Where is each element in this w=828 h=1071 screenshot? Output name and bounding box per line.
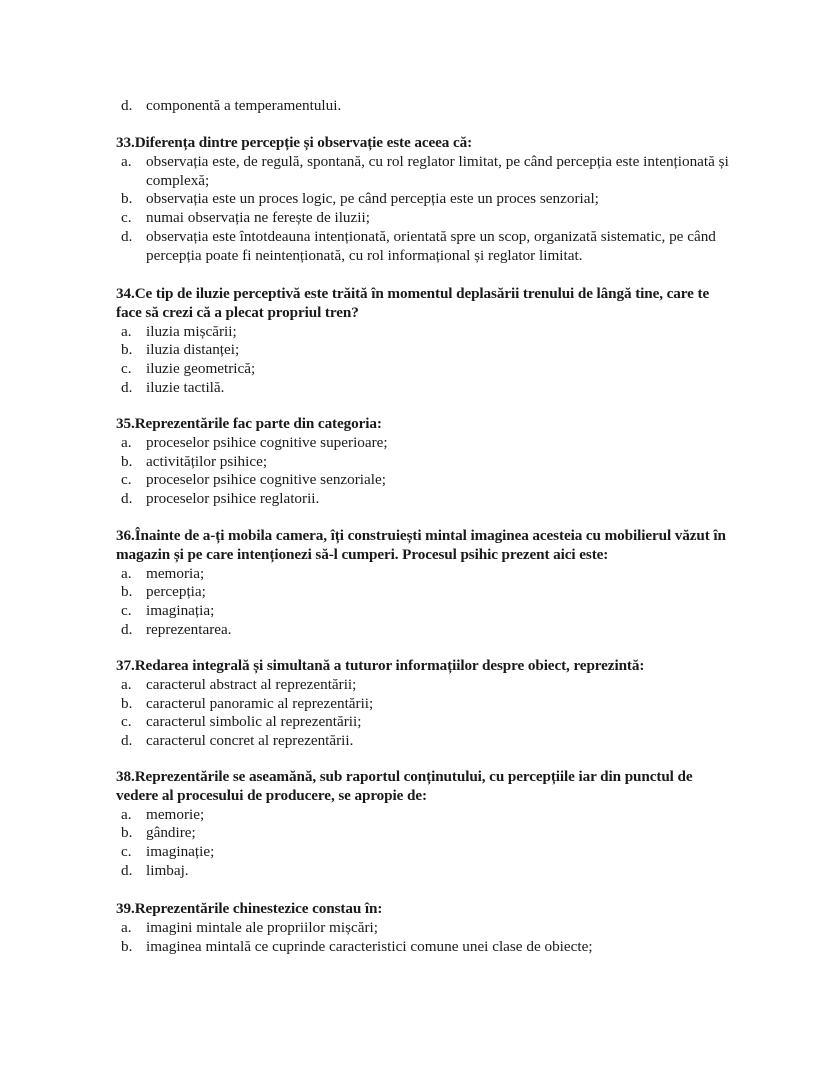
option-text: proceselor psihice cognitive senzoriale; bbox=[146, 471, 386, 489]
question-35 bbox=[116, 415, 736, 509]
option-b bbox=[116, 190, 736, 209]
question-title bbox=[116, 768, 736, 806]
question-number: 36. bbox=[116, 527, 135, 544]
question-33 bbox=[116, 134, 736, 266]
question-title bbox=[116, 900, 736, 919]
option-letter: d. bbox=[121, 378, 133, 396]
option-c bbox=[116, 843, 736, 862]
option-c bbox=[116, 209, 736, 228]
option-b bbox=[116, 453, 736, 472]
option-letter: c. bbox=[121, 713, 132, 731]
option-list bbox=[116, 676, 736, 751]
option-text: percepția; bbox=[146, 583, 206, 601]
option-letter: a. bbox=[121, 322, 132, 340]
question-text: Redarea integrală și simultană a tuturor informațiilor despre obiect, reprezintă: bbox=[134, 657, 645, 674]
option-letter: d. bbox=[121, 490, 133, 508]
option-a bbox=[116, 806, 736, 825]
question-title bbox=[116, 415, 736, 434]
option-a bbox=[116, 323, 736, 342]
option-letter: b. bbox=[121, 824, 133, 842]
question-number: 35. bbox=[116, 415, 135, 432]
option-letter: d. bbox=[121, 620, 133, 638]
question-number: 33. bbox=[116, 134, 135, 151]
question-37 bbox=[116, 657, 736, 751]
question-38 bbox=[116, 768, 736, 881]
option-text: gândire; bbox=[146, 824, 196, 842]
option-text: imaginea mintală ce cuprinde caracteristici comune unei clase de obiecte; bbox=[146, 937, 593, 955]
option-letter: a. bbox=[121, 433, 132, 451]
option-text: proceselor psihice cognitive superioare; bbox=[146, 433, 388, 451]
question-text: Reprezentările se aseamănă, sub raportul conținutului, cu percepțiile iar din punctul de vedere al procesului de producere, se apropie de: bbox=[116, 768, 693, 804]
question-number: 38. bbox=[116, 768, 135, 785]
option-c bbox=[116, 471, 736, 490]
option-text: componentă a temperamentului. bbox=[146, 97, 342, 114]
option-c bbox=[116, 713, 736, 732]
question-text: Reprezentările fac parte din categoria: bbox=[134, 415, 382, 432]
question-title bbox=[116, 134, 736, 153]
option-letter: c. bbox=[121, 843, 132, 861]
option-text: proceselor psihice reglatorii. bbox=[146, 490, 320, 508]
option-text: caracterul panoramic al reprezentării; bbox=[146, 694, 374, 712]
option-letter: d. bbox=[121, 97, 133, 114]
question-text: Ce tip de iluzie perceptivă este trăită în momentul deplasării trenului de lângă tine, care te face să crezi că a plecat propriul tren? bbox=[116, 285, 710, 321]
option-letter: c. bbox=[121, 360, 132, 378]
question-text: Reprezentările chinestezice constau în: bbox=[134, 900, 383, 917]
option-letter: a. bbox=[121, 675, 132, 693]
option-text: observația este, de regulă, spontană, cu rol reglator limitat, pe când percepția este intenționată și complexă; bbox=[146, 152, 729, 189]
option-text: imaginația; bbox=[146, 602, 215, 620]
option-letter: c. bbox=[121, 471, 132, 489]
option-letter: d. bbox=[121, 861, 133, 879]
option-text: memoria; bbox=[146, 564, 205, 582]
option-list bbox=[116, 806, 736, 881]
option-letter: c. bbox=[121, 602, 132, 620]
option-text: caracterul concret al reprezentării. bbox=[146, 732, 354, 750]
option-d bbox=[116, 379, 736, 398]
option-d bbox=[116, 732, 736, 751]
option-b bbox=[116, 824, 736, 843]
option-letter: b. bbox=[121, 190, 133, 208]
option-text: reprezentarea. bbox=[146, 620, 232, 638]
option-text: memorie; bbox=[146, 805, 205, 823]
question-number: 37. bbox=[116, 657, 135, 674]
option-b bbox=[116, 695, 736, 714]
option-text: caracterul abstract al reprezentării; bbox=[146, 675, 357, 693]
option-letter: b. bbox=[121, 452, 133, 470]
question-text: Înainte de a-ți mobila camera, îți construiești mintal imaginea acesteia cu mobilierul văzut în magazin și pe care intenționezi să-l cumperi. Procesul psihic prezent aici este: bbox=[116, 527, 726, 563]
option-d bbox=[116, 97, 736, 116]
question-36 bbox=[116, 527, 736, 640]
option-text: observația este un proces logic, pe când percepția este un proces senzorial; bbox=[146, 190, 599, 208]
option-letter: a. bbox=[121, 918, 132, 936]
option-text: activităților psihice; bbox=[146, 452, 268, 470]
option-d bbox=[116, 621, 736, 640]
option-letter: a. bbox=[121, 152, 132, 170]
option-letter: d. bbox=[121, 732, 133, 750]
option-b bbox=[116, 938, 736, 957]
option-c bbox=[116, 602, 736, 621]
option-d bbox=[116, 862, 736, 881]
option-text: imagini mintale ale propriilor mișcări; bbox=[146, 918, 378, 936]
option-a bbox=[116, 153, 736, 191]
question-title bbox=[116, 657, 736, 676]
option-c bbox=[116, 360, 736, 379]
question-title bbox=[116, 527, 736, 565]
option-letter: b. bbox=[121, 694, 133, 712]
option-list bbox=[116, 565, 736, 640]
option-letter: a. bbox=[121, 805, 132, 823]
option-list bbox=[116, 97, 736, 116]
option-b bbox=[116, 341, 736, 360]
option-list bbox=[116, 323, 736, 398]
continuation-block bbox=[116, 97, 736, 116]
question-number: 39. bbox=[116, 900, 135, 917]
option-list bbox=[116, 153, 736, 266]
option-text: iluzie geometrică; bbox=[146, 360, 256, 378]
option-d bbox=[116, 228, 736, 266]
question-34 bbox=[116, 285, 736, 398]
option-text: imaginație; bbox=[146, 843, 215, 861]
question-39 bbox=[116, 900, 736, 956]
option-a bbox=[116, 676, 736, 695]
option-text: iluzia mișcării; bbox=[146, 322, 237, 340]
option-d bbox=[116, 490, 736, 509]
option-a bbox=[116, 919, 736, 938]
option-text: observația este întotdeauna intenționată, orientată spre un scop, organizată sistematic, pe când percepția poate fi neintenționată, cu rol informațional și reglator limitat. bbox=[146, 227, 716, 264]
option-b bbox=[116, 583, 736, 602]
option-text: caracterul simbolic al reprezentării; bbox=[146, 713, 362, 731]
option-text: iluzia distanței; bbox=[146, 341, 240, 359]
option-letter: c. bbox=[121, 209, 132, 227]
option-text: iluzie tactilă. bbox=[146, 378, 225, 396]
question-title bbox=[116, 285, 736, 323]
option-a bbox=[116, 434, 736, 453]
option-letter: a. bbox=[121, 564, 132, 582]
question-text: Diferența dintre percepție și observație este aceea că: bbox=[134, 134, 473, 151]
option-text: limbaj. bbox=[146, 861, 189, 879]
option-letter: b. bbox=[121, 937, 133, 955]
option-letter: b. bbox=[121, 341, 133, 359]
option-text: numai observația ne ferește de iluzii; bbox=[146, 209, 370, 227]
option-letter: b. bbox=[121, 583, 133, 601]
question-number: 34. bbox=[116, 285, 135, 302]
option-letter: d. bbox=[121, 227, 133, 245]
option-list bbox=[116, 434, 736, 509]
option-list bbox=[116, 919, 736, 957]
option-a bbox=[116, 565, 736, 584]
